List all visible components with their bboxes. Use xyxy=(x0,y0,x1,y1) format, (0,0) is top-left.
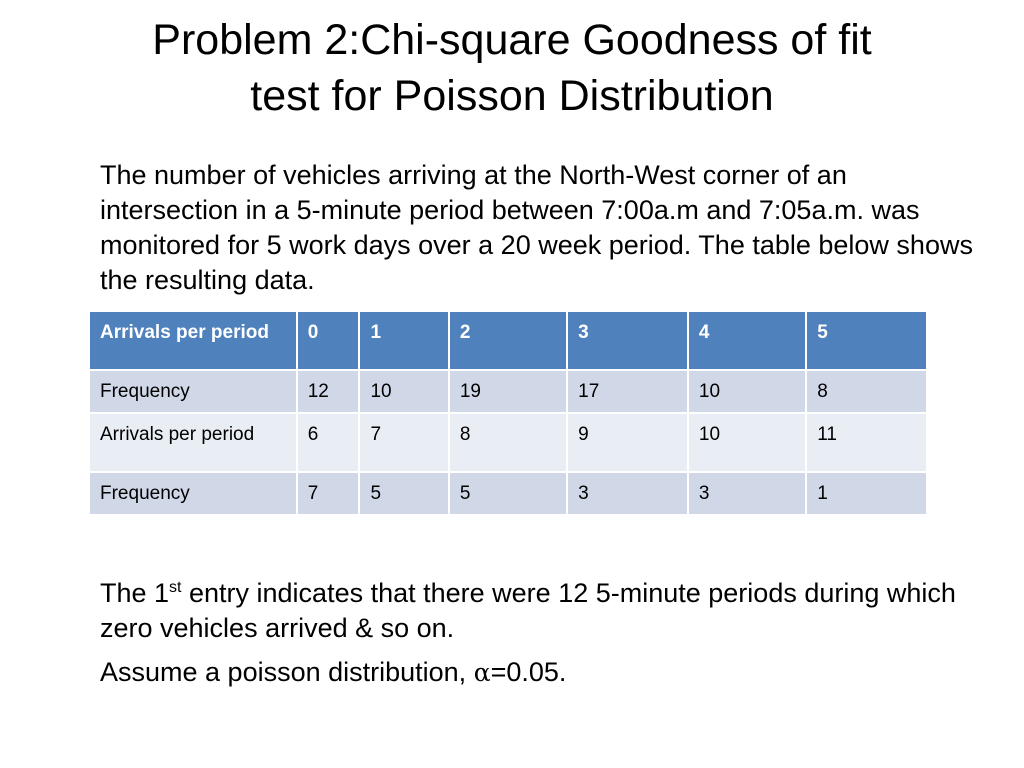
table-cell: 12 xyxy=(297,370,360,413)
intro-paragraph: The number of vehicles arriving at the North-West corner of an intersection in a 5-minute period between 7:00a.m and 7:05a.m. was monitored for 5 work days over a 20 week period. The table below shows the resulting data. xyxy=(100,160,973,295)
table-cell: 6 xyxy=(297,413,360,472)
first-entry-note-prefix: The 1 xyxy=(100,578,170,608)
table-cell: 5 xyxy=(449,472,567,515)
table-cell: 5 xyxy=(359,472,448,515)
table-cell: 3 xyxy=(688,472,806,515)
table-cell: 3 xyxy=(567,472,688,515)
table-cell: 19 xyxy=(449,370,567,413)
assumption-note xyxy=(100,655,980,690)
table-header-cell: 5 xyxy=(806,311,927,370)
table-header-cell: 2 xyxy=(449,311,567,370)
table-cell: 1 xyxy=(806,472,927,515)
table-header-cell: 0 xyxy=(297,311,360,370)
slide-title xyxy=(40,12,984,124)
assumption-note-suffix: =0.05. xyxy=(490,657,567,687)
assumption-note-prefix: Assume a poisson distribution, xyxy=(100,657,474,687)
first-entry-note-suffix: entry indicates that there were 12 5-minute periods during which zero vehicles arrived & so on. xyxy=(100,578,956,643)
table-cell: 7 xyxy=(359,413,448,472)
table-cell: 10 xyxy=(359,370,448,413)
table-row xyxy=(89,472,927,515)
table-row xyxy=(89,370,927,413)
table-header-cell: 4 xyxy=(688,311,806,370)
table-cell: 8 xyxy=(806,370,927,413)
table-header-cell: 3 xyxy=(567,311,688,370)
slide-title-line-1: Problem 2:Chi-square Goodness of fit xyxy=(152,16,872,64)
first-entry-note xyxy=(100,576,980,646)
frequency-table xyxy=(88,310,928,516)
table-cell: 9 xyxy=(567,413,688,472)
table-cell: Arrivals per period xyxy=(89,413,297,472)
table-header-row xyxy=(89,311,927,370)
table-row xyxy=(89,413,927,472)
table-cell: 17 xyxy=(567,370,688,413)
table-cell: 10 xyxy=(688,413,806,472)
table-header-cell: 1 xyxy=(359,311,448,370)
table-cell: 10 xyxy=(688,370,806,413)
table-cell: 7 xyxy=(297,472,360,515)
slide-title-line-2: test for Poisson Distribution xyxy=(250,72,774,120)
alpha-symbol: α xyxy=(473,658,491,687)
table-cell: 11 xyxy=(806,413,927,472)
table-cell: Frequency xyxy=(89,472,297,515)
table-cell: 8 xyxy=(449,413,567,472)
ordinal-superscript: st xyxy=(169,579,182,596)
table-header-cell: Arrivals per period xyxy=(89,311,297,370)
table-cell: Frequency xyxy=(89,370,297,413)
